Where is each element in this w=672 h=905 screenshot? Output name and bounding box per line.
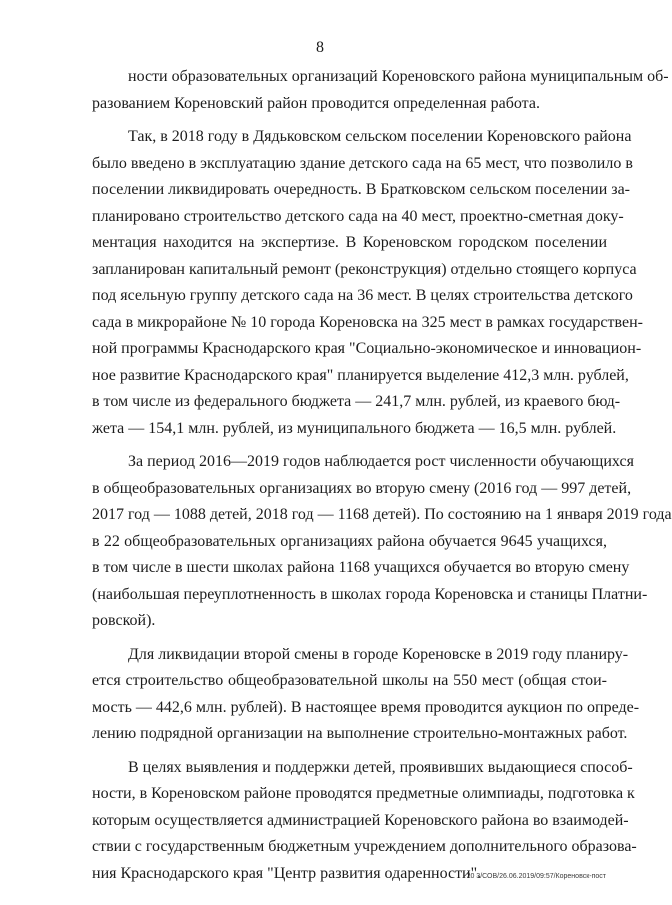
text-line: лению подрядной организации на выполнение строительно-монтажных работ. xyxy=(92,725,628,742)
text-line: ния Краснодарского края "Центр развития одаренности". xyxy=(92,864,482,882)
text-line: Для ликвидации второй смены в городе Кореновске в 2019 году планиру- xyxy=(128,645,629,663)
paragraph xyxy=(92,642,640,748)
text-line: разованием Кореновский район проводится определенная работа. xyxy=(92,94,540,112)
paragraph xyxy=(92,64,669,117)
footer-stamp: 20 3/СОВ/26.06.2019/09:57/Кореновск-пост xyxy=(466,873,606,880)
paragraph xyxy=(92,755,637,888)
text-line: было введено в эксплуатацию здание детского сада на 65 мест, что позволило в xyxy=(92,154,633,172)
text-line: мость — 442,6 млн. рублей). В настоящее время проводится аукцион по опреде- xyxy=(92,698,640,716)
text-line: жета — 154,1 млн. рублей, из муниципального бюджета — 16,5 млн. рублей. xyxy=(92,419,617,437)
text-line: в общеобразовательных организациях во вторую смену (2016 год — 997 детей, xyxy=(92,479,632,497)
text-line: За период 2016—2019 годов наблюдается рост численности обучающихся xyxy=(128,453,634,470)
text-line: ствии с государственным бюджетным учреждением дополнительного образова- xyxy=(92,838,637,855)
page-number: 8 xyxy=(316,39,324,56)
text-line: В целях выявления и поддержки детей, проявивших выдающиеся способ- xyxy=(128,758,633,776)
text-line: ровской). xyxy=(92,612,156,629)
text-line: (наибольшая переуплотненность в школах города Кореновска и станицы Платни- xyxy=(92,585,648,603)
text-line: ности образовательных организаций Кореновского района муниципальным об- xyxy=(128,68,669,85)
text-line: ется строительство общеобразовательной школы на 550 мест (общая стои- xyxy=(92,672,607,689)
text-line: под ясельную группу детского сада на 36 мест. В целях строительства детского xyxy=(92,287,633,304)
body-text xyxy=(92,64,672,894)
text-line: сада в микрорайоне № 10 города Кореновска на 325 мест в рамках государствен- xyxy=(92,313,643,331)
text-line: в 22 общеобразовательных организациях района обучается 9645 учащихся, xyxy=(92,532,607,550)
paragraph xyxy=(92,124,643,442)
text-line: в том числе из федерального бюджета — 241,7 млн. рублей, из краевого бюд- xyxy=(92,393,621,410)
text-line: в том числе в шести школах района 1168 учащихся обучается во вторую смену xyxy=(92,559,630,576)
text-line: ной программы Краснодарского края "Социально-экономическое и инновацион- xyxy=(92,340,642,357)
text-line: запланирован капитальный ремонт (реконструкция) отдельно стоящего корпуса xyxy=(92,260,637,278)
text-line: поселении ликвидировать очередность. В Братковском сельском поселении за- xyxy=(92,181,630,198)
text-line: 2017 год — 1088 детей, 2018 год — 1168 детей). По состоянию на 1 января 2019 года xyxy=(92,506,672,523)
text-line: планировано строительство детского сада на 40 мест, проектно-сметная доку- xyxy=(92,207,624,225)
text-line: которым осуществляется администрацией Кореновского района во взаимодей- xyxy=(92,811,629,829)
paragraph xyxy=(92,449,672,635)
text-line: Так, в 2018 году в Дядьковском сельском поселении Кореновского района xyxy=(128,128,632,145)
text-line: ности, в Кореновском районе проводятся предметные олимпиады, подготовка к xyxy=(92,785,635,802)
text-line: ное развитие Краснодарского края" планируется выделение 412,3 млн. рублей, xyxy=(92,366,629,384)
text-line: ментация находится на экспертизе. В Кореновском городском поселении xyxy=(92,234,607,251)
